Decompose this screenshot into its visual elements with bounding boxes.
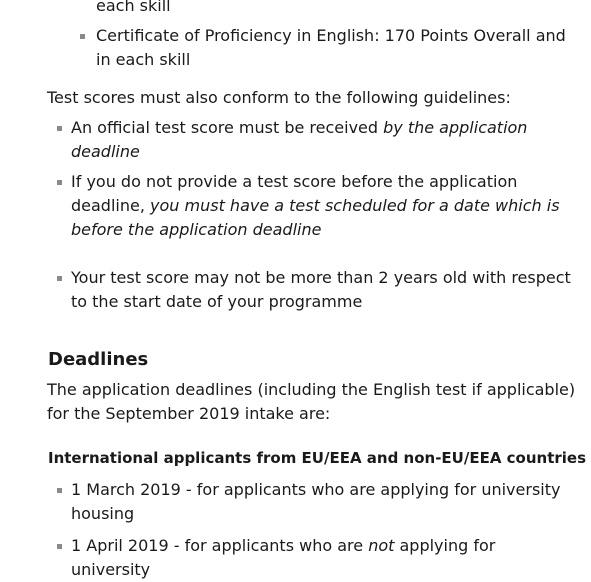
guidelines-list bbox=[57, 170, 577, 242]
square-bullet-icon bbox=[57, 276, 62, 281]
guidelines-list bbox=[57, 266, 577, 314]
list-item bbox=[57, 116, 577, 164]
list-item-text: 1 April 2019 - for applicants who are bbox=[71, 536, 369, 555]
proficiency-sublist bbox=[80, 0, 580, 78]
list-item-emphasis: you must have a test scheduled for a date which is before the application deadline bbox=[71, 196, 560, 239]
list-item-text: Your test score may not be more than 2 years old with respect to the start date of your programme bbox=[71, 268, 571, 311]
list-item-text: If you do not provide a test score before the application deadline, bbox=[71, 172, 518, 215]
deadlines-intro: The application deadlines (including the English test if applicable) for the September 2019 intake are: bbox=[47, 380, 576, 423]
list-item bbox=[57, 266, 577, 314]
list-item-text: Certificate of Proficiency in English: 170 Points Overall and in each skill bbox=[96, 26, 566, 69]
list-item bbox=[80, 24, 580, 72]
deadlines-list bbox=[57, 478, 577, 526]
guidelines-list bbox=[57, 116, 577, 164]
applicants-subheading: International applicants from EU/EEA and non-EU/EEA countries bbox=[48, 449, 587, 467]
list-item-text: each skill bbox=[96, 0, 171, 15]
list-item bbox=[57, 170, 577, 242]
list-item-emphasis: by the application deadline bbox=[71, 118, 528, 161]
deadlines-heading: Deadlines bbox=[48, 349, 149, 370]
guidelines-intro: Test scores must also conform to the following guidelines: bbox=[47, 88, 511, 107]
square-bullet-icon bbox=[57, 180, 62, 185]
square-bullet-icon bbox=[80, 34, 85, 39]
square-bullet-icon bbox=[57, 488, 62, 493]
list-item-text: An official test score must be received bbox=[71, 118, 384, 137]
list-item-text: applying for university bbox=[71, 536, 496, 579]
square-bullet-icon bbox=[57, 126, 62, 131]
list-item bbox=[57, 478, 577, 526]
list-item-emphasis: not bbox=[368, 536, 395, 555]
list-item bbox=[57, 534, 577, 582]
list-item-text: 1 March 2019 - for applicants who are applying for university housing bbox=[71, 480, 561, 523]
list-item bbox=[80, 0, 580, 18]
square-bullet-icon bbox=[57, 544, 62, 549]
deadlines-list bbox=[57, 534, 577, 582]
